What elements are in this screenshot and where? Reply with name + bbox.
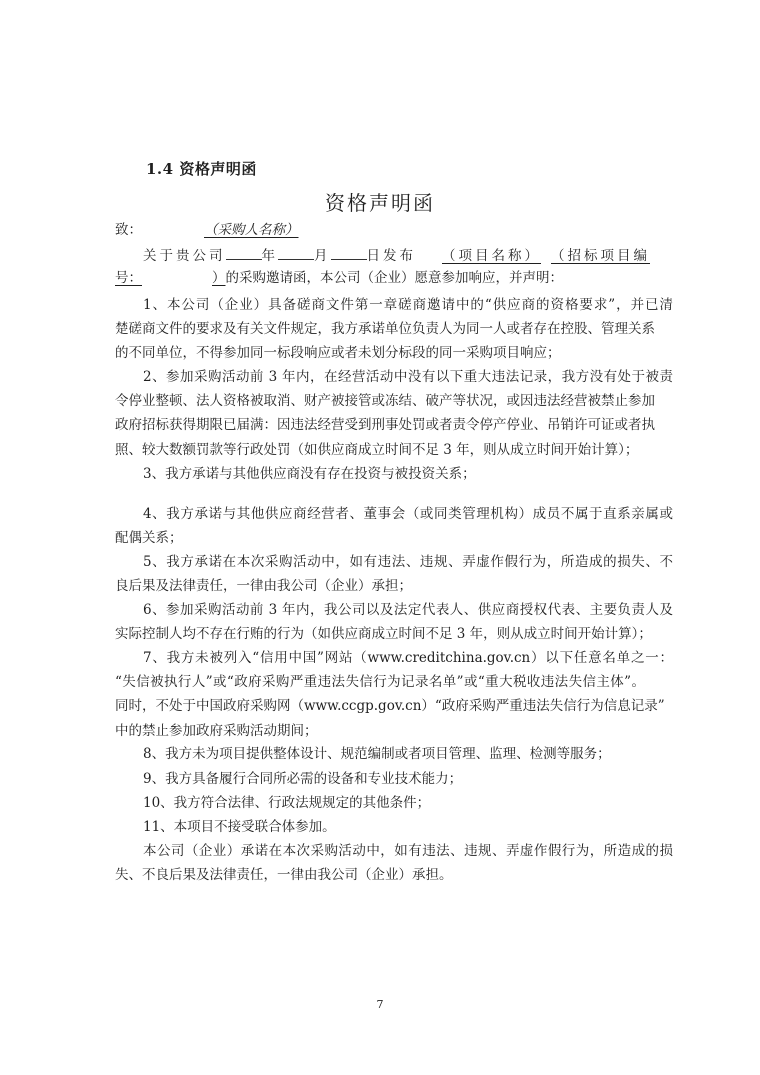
year-blank	[226, 245, 262, 260]
declaration-item-line: 楚磋商文件的要求及有关文件规定，我方承诺单位负责人为同一人或者存在控股、管理关系	[115, 321, 655, 338]
month-label: 月	[314, 248, 331, 264]
declaration-item-line: 1、本公司（企业）具备磋商文件第一章磋商邀请中的“供应商的资格要求”，并已清	[143, 297, 673, 313]
intro-line-2	[115, 269, 645, 287]
declaration-item-line: “失信被执行人”或“政府采购严重违法失信行为记录名单”或“重大税收违法失信主体”。	[115, 674, 645, 691]
declaration-item-line: 5、我方承诺在本次采购活动中，如有违法、违规、弄虚作假行为，所造成的损失、不	[143, 554, 673, 570]
declaration-item-line: 6、参加采购活动前 3 年内，我公司以及法定代表人、供应商授权代表、主要负责人及	[143, 602, 673, 618]
day-issue-label: 日发布	[366, 248, 416, 264]
declaration-item-line: 3、我方承诺与其他供应商没有存在投资与被投资关系；	[143, 466, 476, 482]
day-blank	[331, 245, 367, 260]
declaration-item-line: 同时，不处于中国政府采购网（www.ccgp.gov.cn）“政府采购严重违法失信行为信息记录”	[115, 698, 665, 715]
section-heading: 1.4 资格声明函	[146, 160, 257, 178]
year-label: 年	[261, 248, 278, 264]
page-number: 7	[376, 998, 384, 1011]
declaration-item-line: 令停业整顿、法人资格被取消、财产被接管或冻结、破产等状况，或因违法经营被禁止参加	[115, 393, 655, 410]
declaration-item-line: 配偶关系；	[115, 530, 183, 547]
declaration-item-line: 实际控制人均不存在行贿的行为（如供应商成立时间不足 3 年，则从成立时间开始计算）；	[115, 626, 652, 643]
recipient-line	[115, 221, 645, 239]
declaration-item-line: 8、我方未为项目提供整体设计、规范编制或者项目管理、监理、检测等服务；	[143, 746, 611, 762]
declaration-item-line: 7、我方未被列入“信用中国”网站（www.creditchina.gov.cn）以下任意名单之一：	[143, 650, 673, 666]
intro-text-2: 的采购邀请函，本公司（企业）愿意参加响应，并声明：	[225, 270, 563, 286]
recipient-prefix: 致：	[115, 222, 142, 238]
declaration-item-line: 中的禁止参加政府采购活动期间；	[115, 722, 318, 739]
document-title: 资格声明函	[325, 191, 435, 215]
declaration-item-line: 政府招标获得期限已届满：因违法经营受到刑事处罚或者责令停产停业、吊销许可证或者执	[115, 417, 655, 434]
declaration-item-line: 良后果及法律责任，一律由我公司（企业）承担；	[115, 578, 412, 595]
declaration-item-line: 2、参加采购活动前 3 年内，在经营活动中没有以下重大违法记录，我方没有处于被责	[143, 369, 673, 385]
month-blank	[278, 245, 314, 260]
recipient-placeholder: （采购人名称）	[204, 222, 299, 238]
declaration-item-line: 本公司（企业）承诺在本次采购活动中，如有违法、违规、弄虚作假行为，所造成的损	[143, 843, 673, 859]
tender-number-field: 号： ）	[115, 270, 226, 286]
declaration-item-line: 的不同单位，不得参加同一标段响应或者未划分标段的同一采购项目响应；	[115, 345, 561, 362]
declaration-item-line: 9、我方具备履行合同所必需的设备和专业技术能力；	[143, 771, 463, 787]
project-name-field: （项目名称） （招标项目编	[442, 248, 650, 264]
declaration-item-line: 照、较大数额罚款等行政处罚（如供应商成立时间不足 3 年，则从成立时间开始计算）；	[115, 441, 639, 458]
declaration-item-line: 10、我方符合法律、行政法规规定的其他条件；	[143, 795, 431, 811]
intro-text: 关于贵公司	[143, 248, 226, 264]
declaration-item-line: 4、我方承诺与其他供应商经营者、董事会（或同类管理机构）成员不属于直系亲属或	[143, 506, 673, 522]
declaration-item-line: 失、不良后果及法律责任，一律由我公司（企业）承担。	[115, 867, 453, 884]
intro-line-1	[115, 245, 673, 265]
declaration-item-line: 11、本项目不接受联合体参加。	[143, 819, 336, 835]
